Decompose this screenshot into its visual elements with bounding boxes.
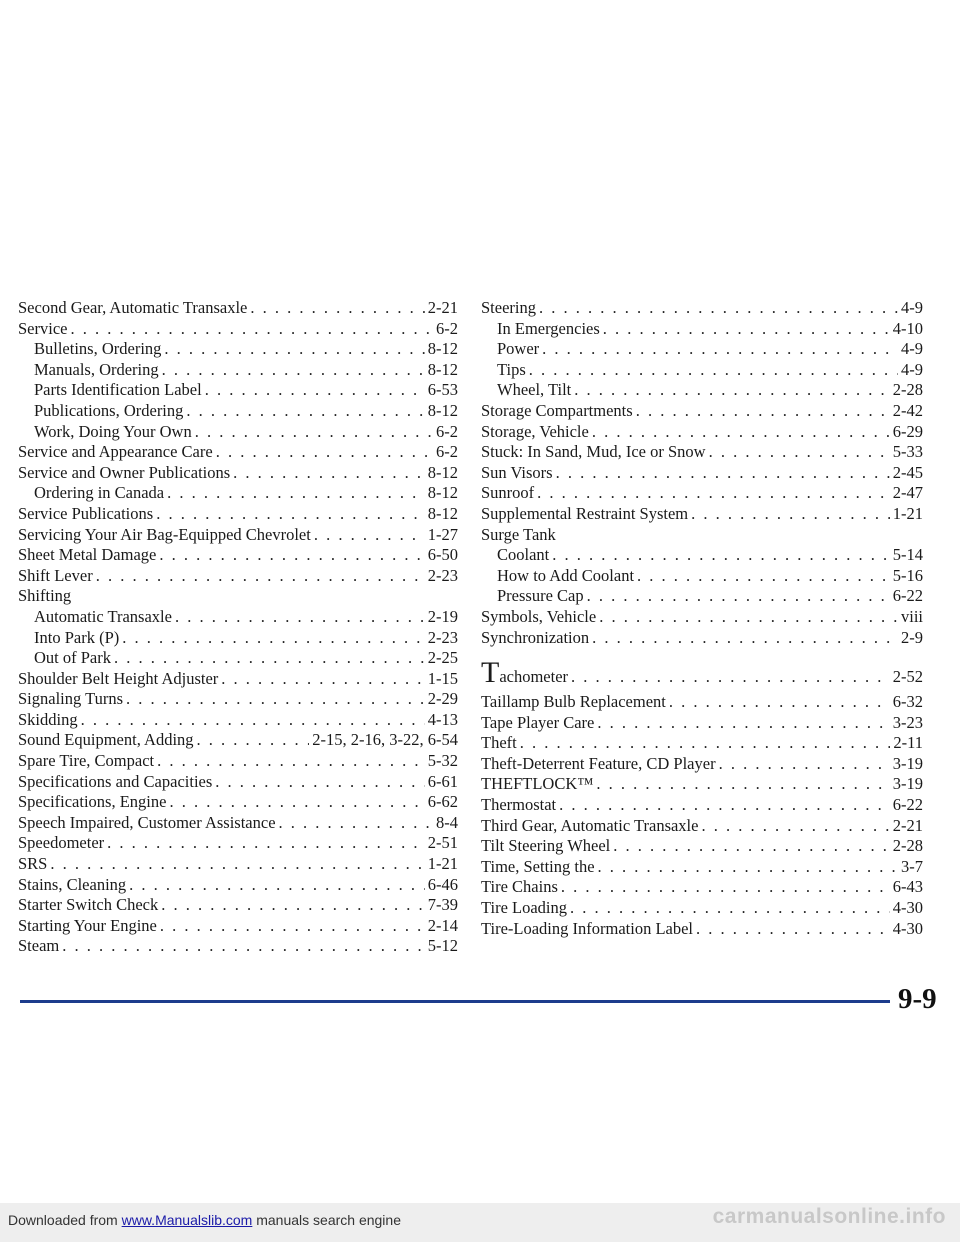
index-entry — [18, 916, 458, 937]
dot-leader — [62, 936, 425, 957]
index-entry-text: Theft-Deterrent Feature, CD Player — [481, 753, 716, 773]
index-entry-page: 6-62 — [427, 792, 458, 812]
index-entry-text: Tape Player Care — [481, 712, 595, 732]
index-entry — [481, 836, 923, 857]
dot-leader — [574, 380, 889, 401]
index-entry-page: 6-43 — [892, 877, 923, 897]
index-entry-page: 1-27 — [427, 524, 458, 544]
index-group-t — [481, 692, 923, 939]
dot-leader — [160, 916, 425, 937]
index-entry-text: Sheet Metal Damage — [18, 545, 157, 565]
dot-leader — [669, 692, 890, 713]
index-entry-page: 2-28 — [892, 836, 923, 856]
index-entry — [18, 628, 458, 649]
index-entry — [481, 360, 923, 381]
index-entry-page: 5-14 — [892, 545, 923, 565]
index-entry — [18, 730, 458, 751]
dot-leader — [215, 772, 424, 793]
index-entry-page: 6-22 — [892, 586, 923, 606]
index-entry-text: THEFTLOCK™ — [481, 774, 594, 794]
index-entry-text: In Emergencies — [497, 318, 600, 338]
dot-leader — [169, 792, 424, 813]
dot-leader — [70, 319, 433, 340]
index-entry-page: 2-29 — [427, 689, 458, 709]
index-entry — [18, 689, 458, 710]
dot-leader — [559, 795, 890, 816]
index-entry-text: Storage Compartments — [481, 400, 633, 420]
dot-leader — [529, 360, 898, 381]
index-entry-text: Third Gear, Automatic Transaxle — [481, 815, 699, 835]
index-entry — [18, 875, 458, 896]
index-entry — [481, 898, 923, 919]
index-entry — [481, 483, 923, 504]
index-entry-text: Sound Equipment, Adding — [18, 730, 194, 750]
index-entry-page: 6-29 — [892, 421, 923, 441]
index-entry-text: Steering — [481, 298, 536, 317]
index-entry-page: 6-2 — [436, 442, 458, 462]
dot-leader — [175, 607, 425, 628]
dot-leader — [279, 813, 433, 834]
index-entry-tachometer — [481, 656, 923, 692]
index-entry — [18, 813, 458, 834]
dot-leader — [197, 730, 310, 751]
index-entry — [481, 754, 923, 775]
index-entry-text: Work, Doing Your Own — [34, 421, 192, 441]
index-entry-page: 8-12 — [427, 359, 458, 379]
index-entry — [481, 463, 923, 484]
dot-leader — [221, 669, 424, 690]
index-entry-page: 4-9 — [901, 298, 923, 317]
index-entry — [481, 545, 923, 566]
index-entry — [481, 919, 923, 940]
index-entry-page: 6-32 — [892, 692, 923, 712]
index-entry — [18, 525, 458, 546]
index-entry — [481, 628, 923, 649]
index-entry-page: 2-23 — [427, 627, 458, 647]
index-entry — [18, 586, 458, 607]
dot-leader — [599, 607, 898, 628]
index-entry-text: Signaling Turns — [18, 689, 123, 709]
index-entry-text: Skidding — [18, 709, 78, 729]
index-entry — [18, 422, 458, 443]
dot-leader — [107, 833, 425, 854]
index-entry — [18, 895, 458, 916]
index-entry-text: How to Add Coolant — [497, 565, 635, 585]
dot-leader — [613, 836, 890, 857]
footer-rule — [20, 1000, 890, 1003]
index-entry-page: 2-15, 2-16, 3-22, 6-54 — [312, 730, 458, 750]
index-entry-page: 4-9 — [901, 359, 923, 379]
index-entry — [481, 733, 923, 754]
index-entry — [18, 648, 458, 669]
index-entry-text: Shoulder Belt Height Adjuster — [18, 668, 219, 688]
index-entry-page: 8-12 — [427, 462, 458, 482]
dot-leader — [195, 422, 433, 443]
dot-leader — [81, 710, 425, 731]
dot-leader — [205, 380, 425, 401]
index-entry-page: 3-19 — [892, 753, 923, 773]
index-entry — [481, 298, 923, 319]
dot-leader — [50, 854, 424, 875]
index-entry — [481, 816, 923, 837]
dot-leader — [603, 319, 890, 340]
dot-leader — [216, 442, 433, 463]
index-entry-text: Sun Visors — [481, 462, 553, 482]
index-entry-page: 6-53 — [427, 380, 458, 400]
index-entry-text: Automatic Transaxle — [34, 606, 172, 626]
page-number: 9-9 — [898, 983, 937, 1015]
index-entry-text: Surge Tank — [481, 524, 556, 544]
index-entry-page: 5-16 — [892, 565, 923, 585]
index-entry — [481, 713, 923, 734]
dot-leader — [542, 339, 898, 360]
index-entry-page: 2-25 — [427, 648, 458, 668]
index-entry — [18, 545, 458, 566]
dot-leader — [587, 586, 890, 607]
index-entry-text: Servicing Your Air Bag-Equipped Chevrolet — [18, 524, 311, 544]
index-entry — [18, 319, 458, 340]
index-entry — [18, 566, 458, 587]
index-entry — [18, 380, 458, 401]
index-entry-text: Starting Your Engine — [18, 915, 157, 935]
dot-leader — [537, 483, 890, 504]
index-entry-text: Publications, Ordering — [34, 400, 184, 420]
index-entry-text: Steam — [18, 936, 60, 956]
index-entry-page: 4-13 — [427, 709, 458, 729]
index-entry-page: 7-39 — [427, 895, 458, 915]
dot-leader — [637, 566, 890, 587]
index-entry-page: 6-2 — [436, 421, 458, 441]
index-entry-text: Stuck: In Sand, Mud, Ice or Snow — [481, 442, 706, 462]
dot-leader — [592, 422, 890, 443]
index-entry — [481, 795, 923, 816]
index-entry-text: Time, Setting the — [481, 856, 595, 876]
index-entry-text: Manuals, Ordering — [34, 359, 159, 379]
index-entry-text: Supplemental Restraint System — [481, 503, 689, 523]
index-entry — [481, 607, 923, 628]
index-entry-text: Tilt Steering Wheel — [481, 836, 611, 856]
index-entry — [18, 483, 458, 504]
index-entry — [481, 586, 923, 607]
index-entry-page: 2-21 — [427, 298, 458, 317]
drop-cap-letter: T — [481, 656, 500, 690]
dot-leader — [561, 877, 890, 898]
dot-leader — [696, 919, 890, 940]
dot-leader — [126, 689, 425, 710]
index-entry-text: Tire-Loading Information Label — [481, 918, 694, 938]
index-entry-text: Taillamp Bulb Replacement — [481, 692, 666, 712]
index-entry-page: 2-47 — [892, 483, 923, 503]
index-entry-text: Out of Park — [34, 648, 111, 668]
index-entry — [481, 380, 923, 401]
index-entry-text: Spare Tire, Compact — [18, 751, 155, 771]
index-entry-page: 3-7 — [901, 856, 923, 876]
dot-leader — [157, 751, 425, 772]
index-entry-text: Shifting — [18, 586, 72, 606]
index-entry-text: Thermostat — [481, 795, 557, 815]
index-entry-page: 8-12 — [427, 339, 458, 359]
index-entry-text: Synchronization — [481, 627, 590, 647]
index-entry-page: 6-2 — [436, 318, 458, 338]
index-entry-page: 3-23 — [892, 712, 923, 732]
index-entry-page: 4-30 — [892, 898, 923, 918]
index-entry — [18, 710, 458, 731]
index-entry-text: Parts Identification Label — [34, 380, 202, 400]
index-entry-page: 8-12 — [427, 400, 458, 420]
dot-leader — [314, 525, 425, 546]
index-entry — [18, 401, 458, 422]
dot-leader — [250, 298, 424, 319]
index-entry-page: 2-19 — [427, 606, 458, 626]
index-entry-text: Into Park (P) — [34, 627, 120, 647]
index-entry-page: 1-21 — [427, 854, 458, 874]
index-entry-text: Service and Owner Publications — [18, 462, 231, 482]
index-entry-text: Coolant — [497, 545, 550, 565]
index-entry-text: Ordering in Canada — [34, 483, 165, 503]
dot-leader — [556, 463, 890, 484]
index-entry-page: 8-4 — [436, 812, 458, 832]
index-entry-page: 2-14 — [427, 915, 458, 935]
index-entry — [481, 504, 923, 525]
index-entry — [481, 692, 923, 713]
index-entry — [18, 669, 458, 690]
dot-leader — [598, 857, 898, 878]
index-entry-page: 6-46 — [427, 874, 458, 894]
index-entry-page: 4-30 — [892, 918, 923, 938]
index-entry-text: Specifications and Capacities — [18, 771, 213, 791]
index-entry-text: Bulletins, Ordering — [34, 339, 162, 359]
dot-leader — [520, 733, 891, 754]
index-entry-page: 6-22 — [892, 795, 923, 815]
index-entry-text: Pressure Cap — [497, 586, 584, 606]
index-entry-text: achometer — [499, 667, 569, 687]
index-entry-text: Wheel, Tilt — [497, 380, 572, 400]
index-entry-text: Starter Switch Check — [18, 895, 159, 915]
index-entry-text: Theft — [481, 733, 517, 753]
index-entry-page: 2-45 — [892, 462, 923, 482]
dot-leader — [159, 545, 424, 566]
dot-leader — [114, 648, 425, 669]
index-entry-page: 2-11 — [893, 733, 923, 753]
index-entry-text: Symbols, Vehicle — [481, 606, 597, 626]
index-entry-page: 2-51 — [427, 833, 458, 853]
index-entry — [481, 319, 923, 340]
index-entry — [481, 442, 923, 463]
dot-leader — [167, 483, 425, 504]
index-entry-text: Tire Loading — [481, 898, 568, 918]
index-entry-page: 8-12 — [427, 503, 458, 523]
index-entry-page: 2-21 — [892, 815, 923, 835]
index-entry — [18, 298, 458, 319]
index-entry-text: Storage, Vehicle — [481, 421, 589, 441]
download-note — [8, 1212, 401, 1228]
index-entry — [481, 566, 923, 587]
index-entry-text: Service — [18, 318, 68, 338]
dot-leader — [709, 442, 890, 463]
index-entry-page: 2-52 — [892, 667, 923, 687]
index-entry-text: Tire Chains — [481, 877, 558, 897]
index-entry — [481, 774, 923, 795]
dot-leader — [186, 401, 424, 422]
index-entry — [481, 401, 923, 422]
index-entry — [18, 751, 458, 772]
index-entry-page: 4-9 — [901, 339, 923, 359]
index-entry — [18, 607, 458, 628]
dot-leader — [552, 545, 890, 566]
index-entry-page: 5-33 — [892, 442, 923, 462]
index-column-left — [18, 298, 458, 957]
index-entry-text: Speedometer — [18, 833, 105, 853]
index-entry — [481, 877, 923, 898]
index-entry — [18, 792, 458, 813]
index-entry — [481, 525, 923, 546]
index-entry-page: 5-32 — [427, 751, 458, 771]
dot-leader — [636, 401, 890, 422]
index-column-right — [481, 298, 923, 939]
index-entry — [481, 857, 923, 878]
dot-leader — [162, 360, 425, 381]
index-entry-page: 4-10 — [892, 318, 923, 338]
index-entry-text: SRS — [18, 854, 48, 874]
index-entry — [18, 504, 458, 525]
index-entry-text: Speech Impaired, Customer Assistance — [18, 812, 276, 832]
index-entry — [18, 772, 458, 793]
index-entry — [481, 339, 923, 360]
index-entry — [18, 442, 458, 463]
dot-leader — [96, 566, 425, 587]
manualslib-link[interactable]: www.Manualslib.com — [121, 1212, 253, 1228]
index-entry-text: Service Publications — [18, 503, 154, 523]
index-entry-page: 3-19 — [892, 774, 923, 794]
index-entry-page: 8-12 — [427, 483, 458, 503]
index-group-s — [481, 298, 923, 648]
index-entry-page: 2-9 — [901, 627, 923, 647]
index-entry-text: Specifications, Engine — [18, 792, 167, 812]
index-entry-text: Shift Lever — [18, 565, 93, 585]
index-entry-page: 1-21 — [892, 503, 923, 523]
index-entry-page: 6-50 — [427, 545, 458, 565]
dot-leader — [592, 628, 898, 649]
download-suffix: manuals search engine — [252, 1212, 401, 1228]
dot-leader — [719, 754, 890, 775]
watermark: carmanualsonline.info — [712, 1205, 946, 1228]
index-entry — [18, 854, 458, 875]
dot-leader — [701, 816, 889, 837]
index-entry-page: viii — [900, 606, 923, 626]
index-entry — [18, 463, 458, 484]
index-entry-page: 2-23 — [427, 565, 458, 585]
index-entry — [18, 936, 458, 957]
dot-leader — [129, 875, 425, 896]
index-entry — [481, 422, 923, 443]
index-entry-page: 5-12 — [427, 936, 458, 956]
dot-leader — [233, 463, 425, 484]
index-entry-page: 6-61 — [427, 771, 458, 791]
dot-leader — [161, 895, 425, 916]
dot-leader — [596, 774, 889, 795]
download-prefix: Downloaded from — [8, 1212, 122, 1228]
dot-leader — [571, 662, 890, 692]
index-entry — [18, 833, 458, 854]
dot-leader — [597, 713, 889, 734]
dot-leader — [539, 298, 898, 319]
dot-leader — [691, 504, 890, 525]
index-entry-text: Tips — [497, 359, 526, 379]
index-entry — [18, 339, 458, 360]
index-entry-page: 2-28 — [892, 380, 923, 400]
dot-leader — [570, 898, 890, 919]
index-entry-text: Service and Appearance Care — [18, 442, 213, 462]
index-entry-page: 2-42 — [892, 400, 923, 420]
index-entry-text: Second Gear, Automatic Transaxle — [18, 298, 248, 317]
dot-leader — [122, 628, 425, 649]
index-entry-text: Sunroof — [481, 483, 535, 503]
dot-leader — [156, 504, 425, 525]
index-entry-text: Stains, Cleaning — [18, 874, 127, 894]
index-entry — [18, 360, 458, 381]
index-entry-text: Power — [497, 339, 540, 359]
dot-leader — [164, 339, 424, 360]
index-entry-page: 1-15 — [427, 668, 458, 688]
